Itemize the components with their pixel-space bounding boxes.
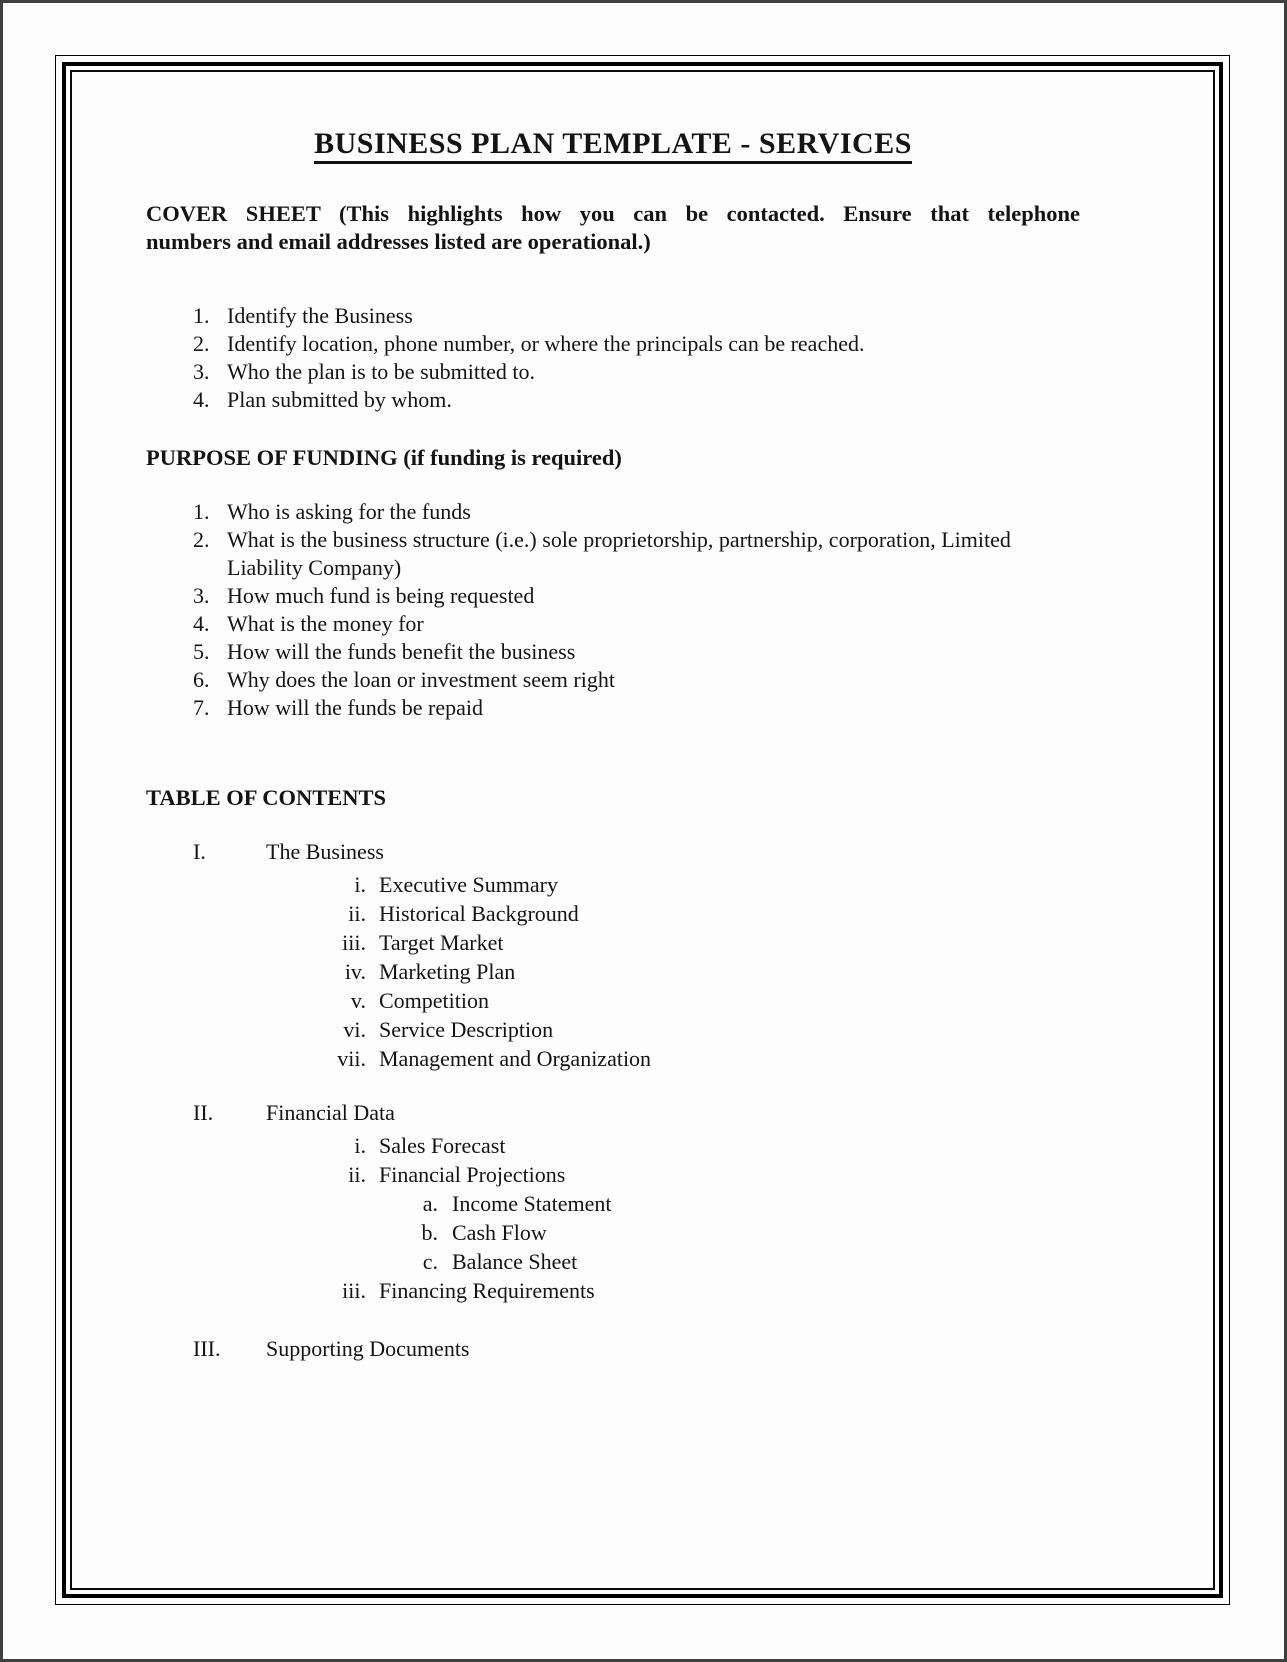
toc-entry xyxy=(146,1247,1080,1276)
toc-entry-label: Cash Flow xyxy=(452,1220,547,1245)
toc-entry-label: Service Description xyxy=(379,1017,554,1042)
list-item xyxy=(146,610,1080,638)
list-item-number: 4. xyxy=(193,387,210,412)
list-item xyxy=(146,638,1080,666)
toc-entry-label: Supporting Documents xyxy=(266,1336,470,1361)
toc-entry-number: I. xyxy=(193,839,206,864)
list-item xyxy=(146,386,1080,414)
toc-entry xyxy=(146,1189,1080,1218)
toc-entry-label: Target Market xyxy=(379,930,504,955)
list-item-number: 3. xyxy=(193,583,210,608)
list-item-number: 5. xyxy=(193,639,210,664)
list-item-number: 4. xyxy=(193,611,210,636)
toc-entry-label: Executive Summary xyxy=(379,872,559,897)
toc-entry xyxy=(146,870,1080,899)
purpose-of-funding-list xyxy=(146,498,1080,722)
toc-entry xyxy=(146,899,1080,928)
toc-entry xyxy=(146,1160,1080,1189)
list-item-number: 3. xyxy=(193,359,210,384)
list-item xyxy=(146,582,1080,610)
list-item-number: 2. xyxy=(193,331,210,356)
list-item-text: Who is asking for the funds xyxy=(227,499,471,524)
list-item-text: Identify location, phone number, or where the principals can be reached. xyxy=(227,331,865,356)
page-title-text: BUSINESS PLAN TEMPLATE - SERVICES xyxy=(314,127,912,164)
list-item-number: 6. xyxy=(193,667,210,692)
decorative-border-frame-inner xyxy=(70,70,1215,1590)
toc-entry-number: b. xyxy=(421,1220,438,1245)
cover-sheet-heading-line2: numbers and email addresses listed are operational.) xyxy=(146,229,651,254)
toc-entry-number: III. xyxy=(193,1336,221,1361)
toc-entry-label: Sales Forecast xyxy=(379,1133,506,1158)
purpose-of-funding-heading: PURPOSE OF FUNDING (if funding is required) xyxy=(146,445,622,470)
list-item-number: 2. xyxy=(193,527,210,552)
toc-entry-label: Balance Sheet xyxy=(452,1249,578,1274)
toc-entry-number: i. xyxy=(354,1133,366,1158)
toc-entry-number: i. xyxy=(354,872,366,897)
toc-entry-number: iv. xyxy=(344,959,366,984)
list-item-text: Who the plan is to be submitted to. xyxy=(227,359,535,384)
toc-entry-number: vii. xyxy=(337,1046,366,1071)
toc-entry-label: Historical Background xyxy=(379,901,579,926)
toc-entry-number: II. xyxy=(193,1100,214,1125)
toc-entry xyxy=(146,1098,1080,1127)
toc-entry xyxy=(146,1044,1080,1073)
toc-entry-label: Income Statement xyxy=(452,1191,612,1216)
document-content xyxy=(72,72,1213,1588)
list-item-text: How will the funds be repaid xyxy=(227,695,483,720)
list-item xyxy=(146,302,1080,330)
cover-sheet-list xyxy=(146,302,1080,414)
toc-entry xyxy=(146,1131,1080,1160)
list-item xyxy=(146,526,1080,582)
toc-entry-label: Management and Organization xyxy=(379,1046,652,1071)
list-item xyxy=(146,498,1080,526)
toc-entry xyxy=(146,1334,1080,1363)
toc-entry xyxy=(146,1015,1080,1044)
toc-entry-number: iii. xyxy=(342,930,366,955)
toc-entry-number: c. xyxy=(422,1249,438,1274)
toc-entry xyxy=(146,837,1080,866)
table-of-contents-list xyxy=(146,837,1080,1363)
decorative-border-frame xyxy=(55,55,1230,1605)
toc-entry xyxy=(146,986,1080,1015)
list-item-text: What is the business structure (i.e.) sole proprietorship, partnership, corporation, Limited Liability Company) xyxy=(227,527,1011,580)
list-item-number: 1. xyxy=(193,499,210,524)
toc-entry-label: Competition xyxy=(379,988,489,1013)
toc-entry-number: ii. xyxy=(348,1162,366,1187)
toc-entry-label: Financial Data xyxy=(266,1100,395,1125)
toc-entry xyxy=(146,1218,1080,1247)
toc-entry xyxy=(146,928,1080,957)
toc-entry-label: The Business xyxy=(266,839,384,864)
list-item xyxy=(146,694,1080,722)
list-item xyxy=(146,330,1080,358)
decorative-border-frame-middle xyxy=(62,62,1223,1598)
toc-entry-number: ii. xyxy=(348,901,366,926)
list-item-text: What is the money for xyxy=(227,611,424,636)
list-item-number: 7. xyxy=(193,695,210,720)
toc-entry-label: Marketing Plan xyxy=(379,959,516,984)
table-of-contents-heading: TABLE OF CONTENTS xyxy=(146,785,387,810)
list-item-text: How much fund is being requested xyxy=(227,583,535,608)
list-item xyxy=(146,666,1080,694)
toc-entry xyxy=(146,1276,1080,1305)
cover-sheet-heading-line1: COVER SHEET (This highlights how you can be contacted. Ensure that telephone xyxy=(146,201,1080,226)
toc-entry xyxy=(146,957,1080,986)
list-item-number: 1. xyxy=(193,303,210,328)
list-item xyxy=(146,358,1080,386)
toc-entry-number: iii. xyxy=(342,1278,366,1303)
list-item-text: Identify the Business xyxy=(227,303,413,328)
list-item-text: How will the funds benefit the business xyxy=(227,639,576,664)
toc-entry-number: vi. xyxy=(343,1017,366,1042)
toc-entry-label: Financing Requirements xyxy=(379,1278,595,1303)
toc-entry-number: a. xyxy=(422,1191,438,1216)
list-item-text: Why does the loan or investment seem right xyxy=(227,667,615,692)
toc-entry-label: Financial Projections xyxy=(379,1162,566,1187)
toc-entry-number: v. xyxy=(350,988,366,1013)
page-title xyxy=(146,124,1080,164)
cover-sheet-heading xyxy=(146,200,1080,256)
list-item-text: Plan submitted by whom. xyxy=(227,387,452,412)
